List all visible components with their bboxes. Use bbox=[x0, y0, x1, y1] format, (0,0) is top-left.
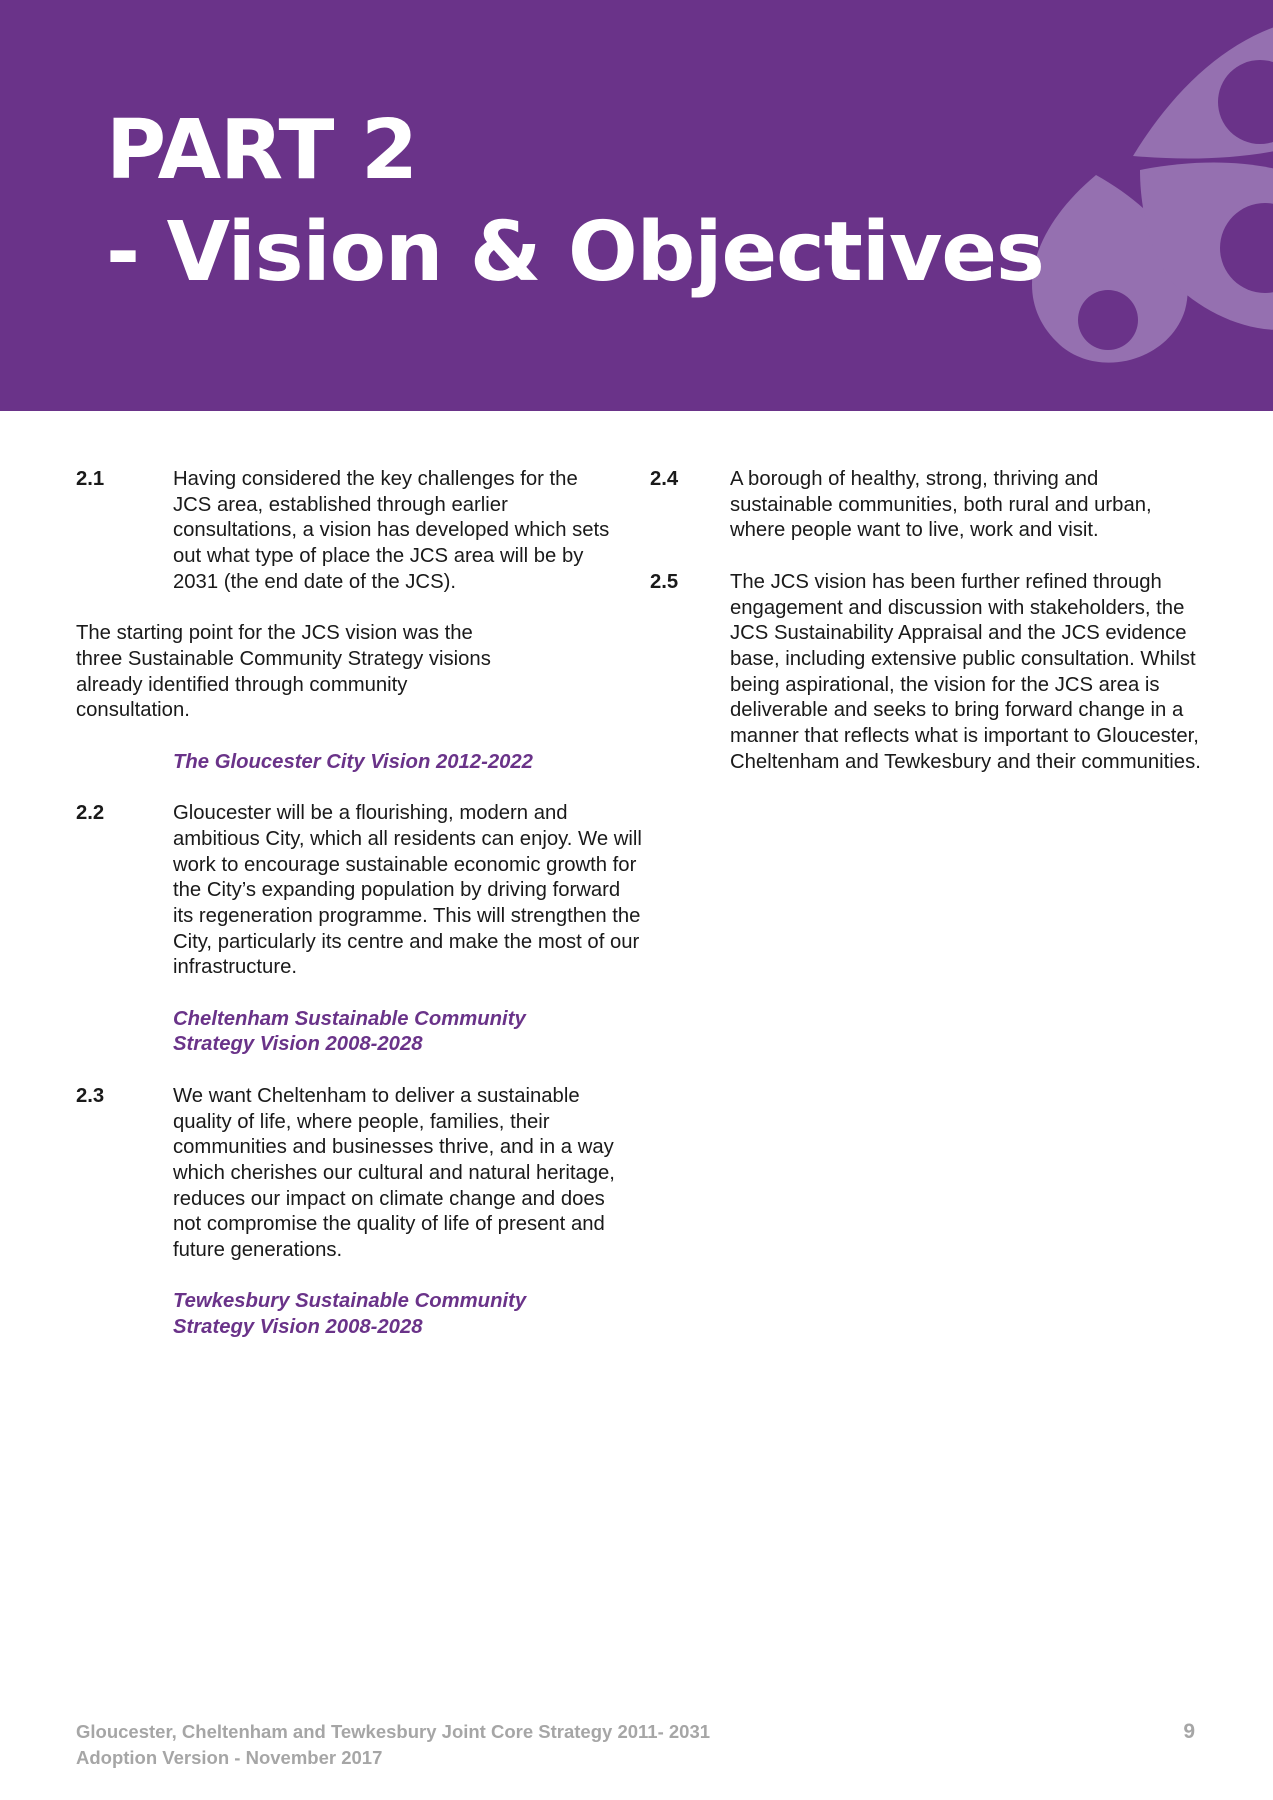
page-title bbox=[106, 100, 1044, 304]
paragraph-number: 2.4 bbox=[650, 468, 679, 490]
paragraph-text: We want Cheltenham to deliver a sustainable quality of life, where people, families, their communities and businesses thrive, and in a way which cherishes our cultural and natural heritage, reduces our impact on climate change and does not compromise the quality of life of present and future generations. bbox=[173, 1084, 615, 1262]
paragraph-text: Having considered the key challenges for the JCS area, established through earlier consultations, a vision has developed which sets out what type of place the JCS area will be by 2031 (the end date of the JCS). bbox=[173, 468, 610, 593]
paragraph-text: A borough of healthy, strong, thriving and sustainable communities, both rural and urban, where people want to live, work and visit. bbox=[730, 468, 1152, 542]
paragraph-number: 2.5 bbox=[650, 570, 679, 593]
section-heading: Tewkesbury Sustainable Community Strategy Vision 2008-2028 bbox=[173, 1290, 527, 1339]
paragraph-text: The starting point for the JCS vision was the three Sustainable Community Strategy visions already identified through community consultation. bbox=[76, 622, 491, 722]
paragraph-2-3 bbox=[76, 1084, 636, 1264]
footer bbox=[76, 1719, 710, 1771]
paragraph-2-5 bbox=[650, 570, 1210, 776]
footer-version: Adoption Version - November 2017 bbox=[76, 1747, 383, 1768]
header-banner bbox=[0, 0, 1273, 411]
footer-document-title: Gloucester, Cheltenham and Tewkesbury Joint Core Strategy 2011- 2031 bbox=[76, 1721, 711, 1742]
paragraph-number: 2.1 bbox=[76, 468, 105, 490]
section-heading: Cheltenham Sustainable Community Strategy Vision 2008-2028 bbox=[173, 1007, 526, 1056]
paragraph-text: Gloucester will be a flourishing, modern and ambitious City, which all residents can enjoy. We will work to encourage sustainable economic growth for the City’s expanding population by driving forward its regeneration programme. This will strengthen the City, particularly its centre and make the most of our infrastructure. bbox=[173, 802, 642, 979]
left-column bbox=[76, 467, 642, 1367]
paragraph-text: The JCS vision has been further refined through engagement and discussion with stakeholders, the JCS Sustainability Appraisal and the JCS evidence base, including extensive public consultation. Whilst being aspirational, the vision for the JCS area is deliverable and seeks to bring forward change in a manner that reflects what is important to Gloucester, Cheltenham and Tewkesbury and their communities. bbox=[730, 570, 1201, 773]
paragraph-2-2 bbox=[76, 801, 642, 981]
paragraph-number: 2.2 bbox=[76, 802, 105, 825]
paragraph-2-4 bbox=[650, 467, 1210, 544]
paragraph-number: 2.3 bbox=[76, 1084, 105, 1107]
page-number: 9 bbox=[1183, 1720, 1195, 1743]
right-column bbox=[650, 467, 1210, 801]
page-title-line1: PART 2 bbox=[106, 103, 418, 198]
paragraph-2-1 bbox=[76, 467, 636, 724]
page-title-line2: - Vision & Objectives bbox=[106, 205, 1044, 300]
section-heading: The Gloucester City Vision 2012-2022 bbox=[173, 750, 533, 773]
